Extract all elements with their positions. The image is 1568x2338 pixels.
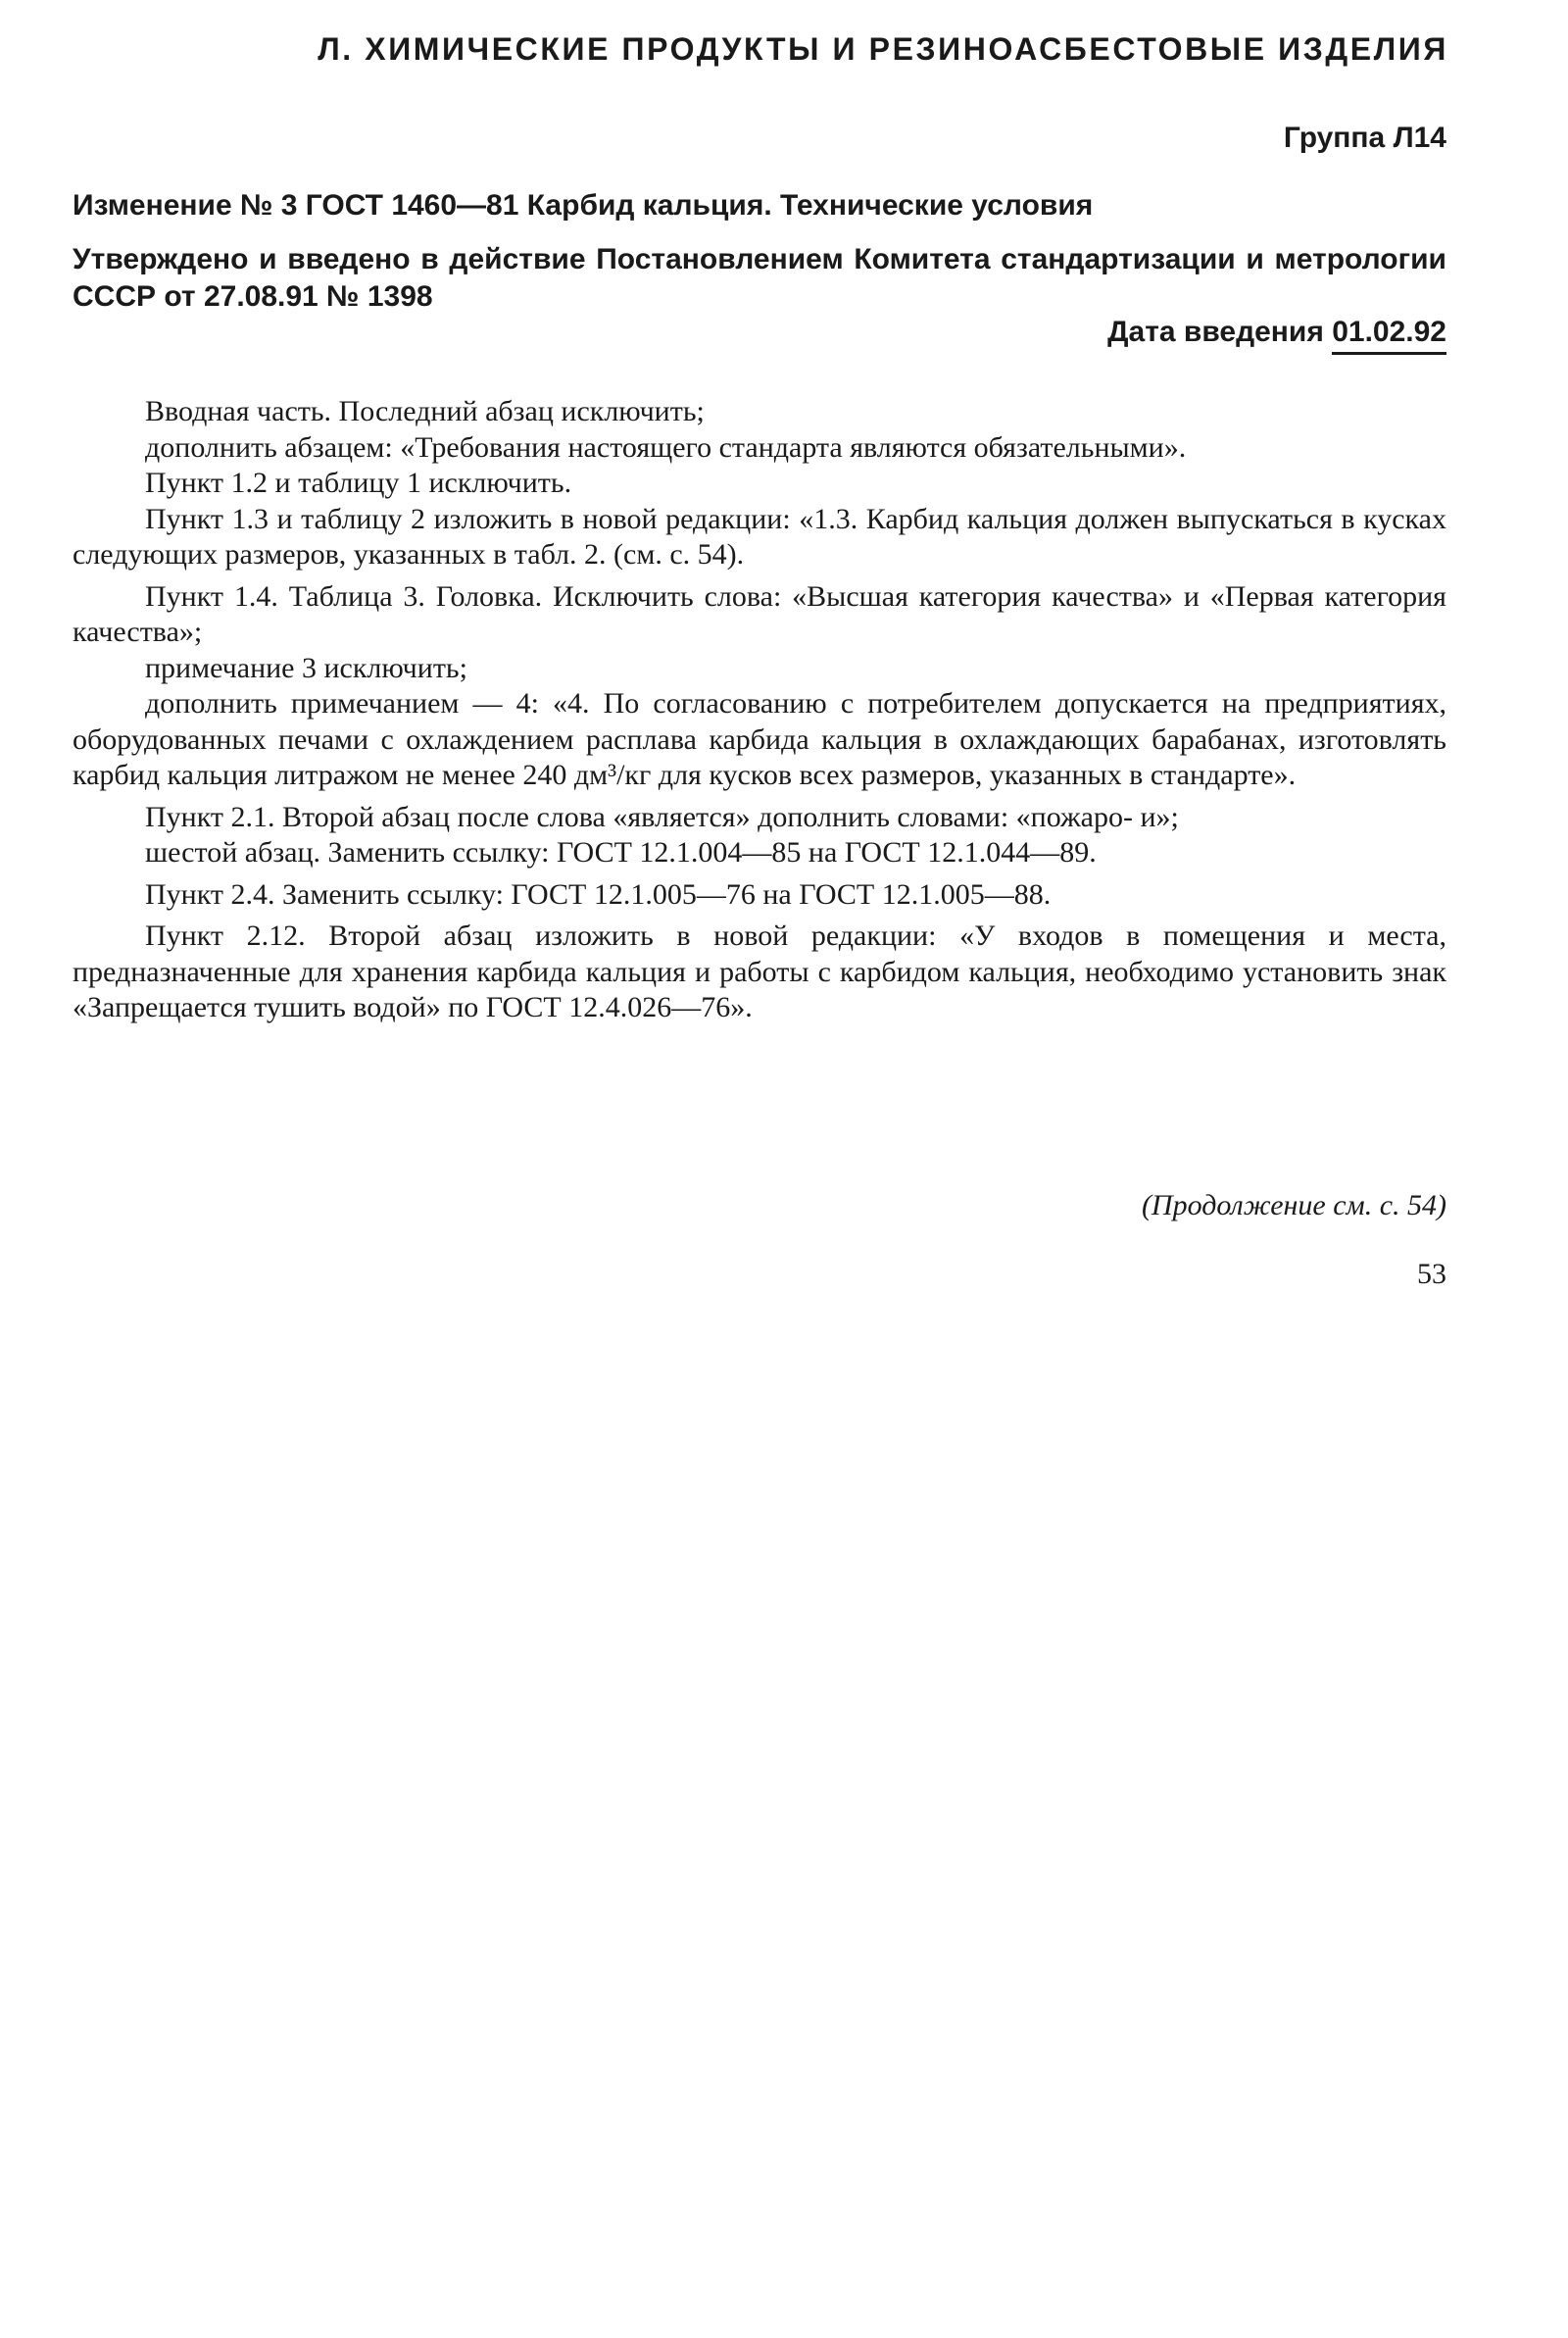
change-title: Изменение № 3 ГОСТ 1460—81 Карбид кальция. Технические условия xyxy=(73,189,1094,222)
paragraph: Пункт 1.3 и таблицу 2 изложить в новой редакции: «1.3. Карбид кальция должен выпускаться в кусках следующих размеров, указанных в табл. 2. (см. с. 54). xyxy=(73,502,1446,571)
introduction-date-value: 01.02.92 xyxy=(1332,316,1446,355)
paragraph: дополнить примечанием — 4: «4. По согласованию с потребителем допускается на предприятиях, оборудованных печами с охлаждением расплава карбида кальция в охлаждающих барабанах, изготовлять карбид кальция литражом не менее 240 дм³/кг для кусков всех размеров, указанных в стандарте». xyxy=(73,687,1446,791)
amendment-body xyxy=(73,394,1446,1026)
introduction-date-label: Дата введения xyxy=(1107,316,1333,348)
paragraph: Вводная часть. Последний абзац исключить; xyxy=(145,395,705,427)
paragraph: примечание 3 исключить; xyxy=(145,651,467,684)
paragraph: Пункт 2.4. Заменить ссылку: ГОСТ 12.1.005—76 на ГОСТ 12.1.005—88. xyxy=(145,877,1052,911)
paragraph: Пункт 1.4. Таблица 3. Головка. Исключить слова: «Высшая категория качества» и «Первая категория качества»; xyxy=(73,579,1446,648)
continuation-note: (Продолжение см. с. 54) xyxy=(1141,1189,1446,1221)
section-header: Л. ХИМИЧЕСКИЕ ПРОДУКТЫ И РЕЗИНОАСБЕСТОВЫЕ ИЗДЕЛИЯ xyxy=(318,31,1448,67)
approval-statement: Утверждено и введено в действие Постановлением Комитета стандартизации и метрологии СССР от 27.08.91 № 1398 xyxy=(73,243,1446,313)
paragraph: Пункт 2.12. Второй абзац изложить в новой редакции: «У входов в помещения и места, предназначенные для хранения карбида кальция и работы с карбидом кальция, необходимо установить знак «Запрещается тушить водой» по ГОСТ 12.4.026—76». xyxy=(73,920,1446,1023)
paragraph: Пункт 1.2 и таблицу 1 исключить. xyxy=(145,467,572,499)
introduction-date xyxy=(1107,316,1446,349)
group-label: Группа Л14 xyxy=(1283,122,1446,154)
paragraph: шестой абзац. Заменить ссылку: ГОСТ 12.1.004—85 на ГОСТ 12.1.044—89. xyxy=(145,836,1097,869)
page-number: 53 xyxy=(1417,1258,1446,1290)
paragraph: Пункт 2.1. Второй абзац после слова «является» дополнить словами: «пожаро- и»; xyxy=(145,800,1179,833)
paragraph: дополнить абзацем: «Требования настоящего стандарта являются обязательными». xyxy=(145,430,1187,464)
